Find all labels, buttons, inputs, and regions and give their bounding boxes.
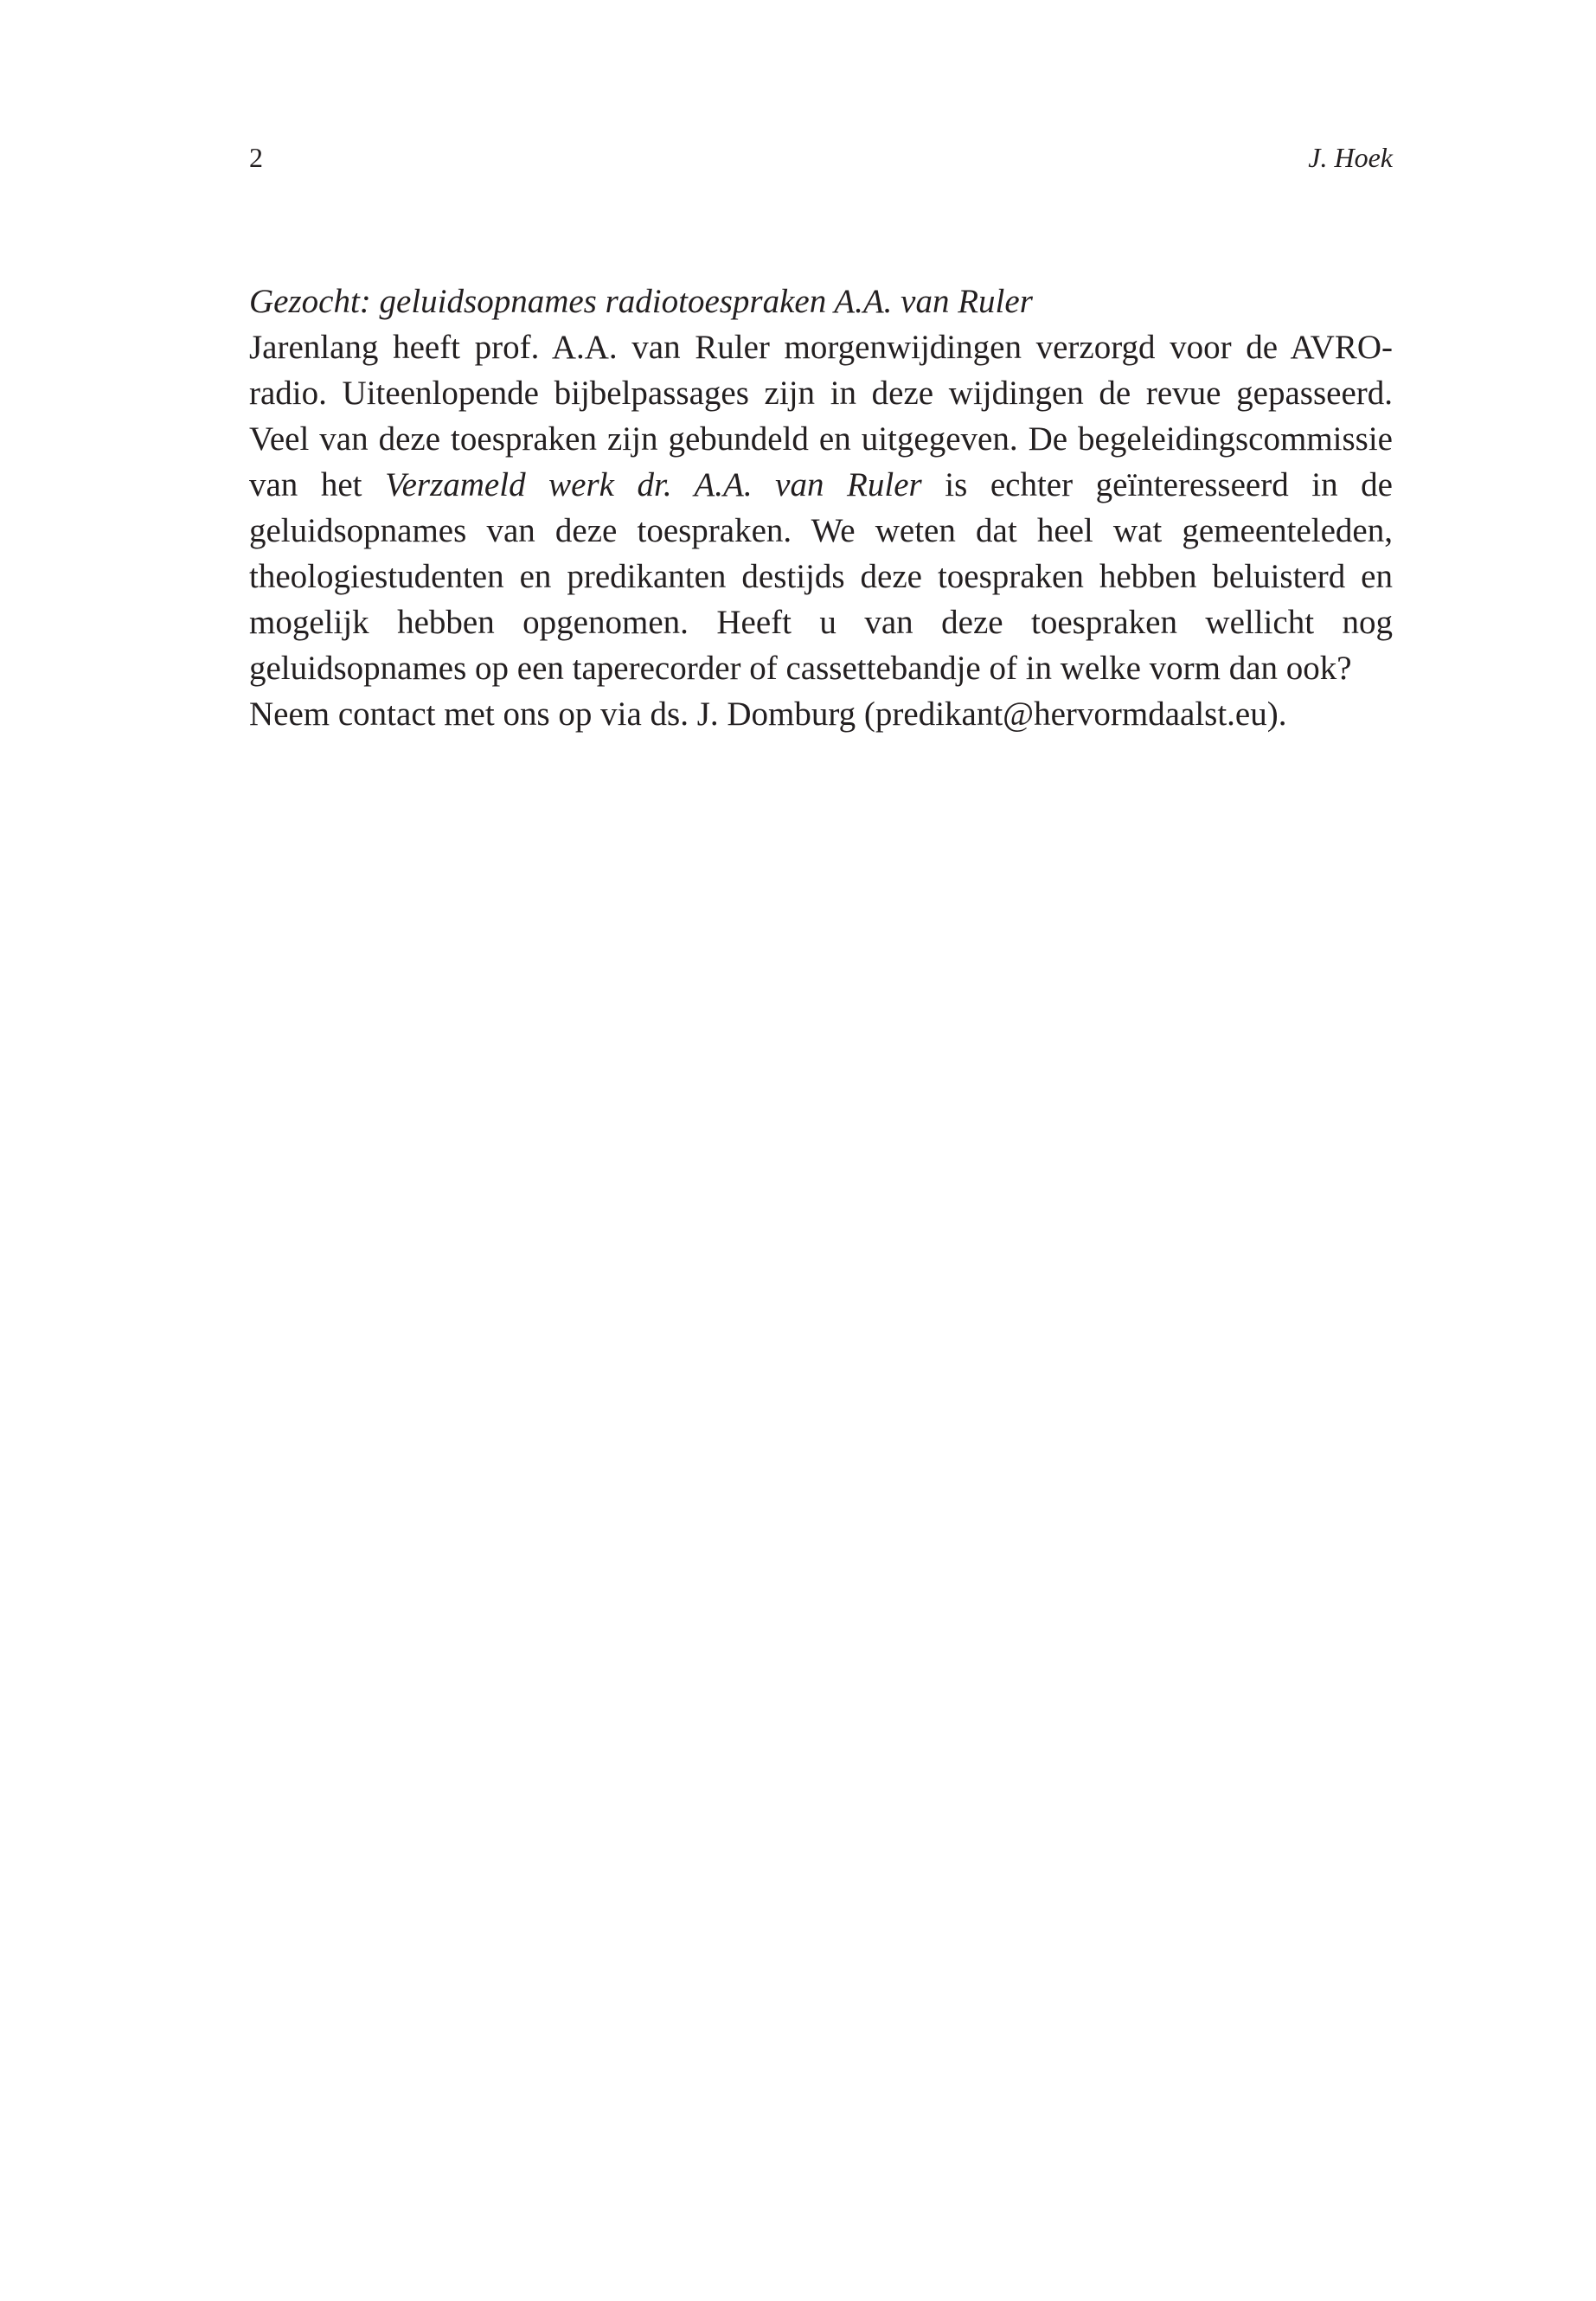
- running-head-author: J. Hoek: [1308, 142, 1393, 173]
- notice-body-part-2: is echter geïnteresseerd in de geluidsopnames van deze toespraken. We weten dat heel wat gemeenteleden, theologiestudenten en predikanten destijds deze toespraken hebben beluisterd en mogelijk hebben opgenomen. Heeft u van deze toespraken wellicht nog geluidsopnames op een taperecorder of cassettebandje of in welke vorm dan ook?: [249, 466, 1393, 687]
- notice-body: [249, 324, 1393, 691]
- contact-line: Neem contact met ons op via ds. J. Domburg (predikant@hervormdaalst.eu).: [249, 695, 1287, 733]
- work-title: Verzameld werk dr. A.A. van Ruler: [385, 466, 922, 503]
- page-number: 2: [249, 142, 263, 173]
- notice-title: Gezocht: geluidsopnames radiotoespraken A.A. van Ruler: [249, 283, 1033, 320]
- notice-body-part-1: Jarenlang heeft prof. A.A. van Ruler morgenwijdingen verzorgd voor de AVRO-radio. Uiteenlopende bijbelpassages zijn in deze wijdingen de revue gepasseerd. Veel van deze toespraken zijn gebundeld en uitgegeven. De begeleidingscommissie van het: [249, 329, 1393, 503]
- running-head: [249, 138, 1393, 176]
- notice-section: [249, 279, 1393, 737]
